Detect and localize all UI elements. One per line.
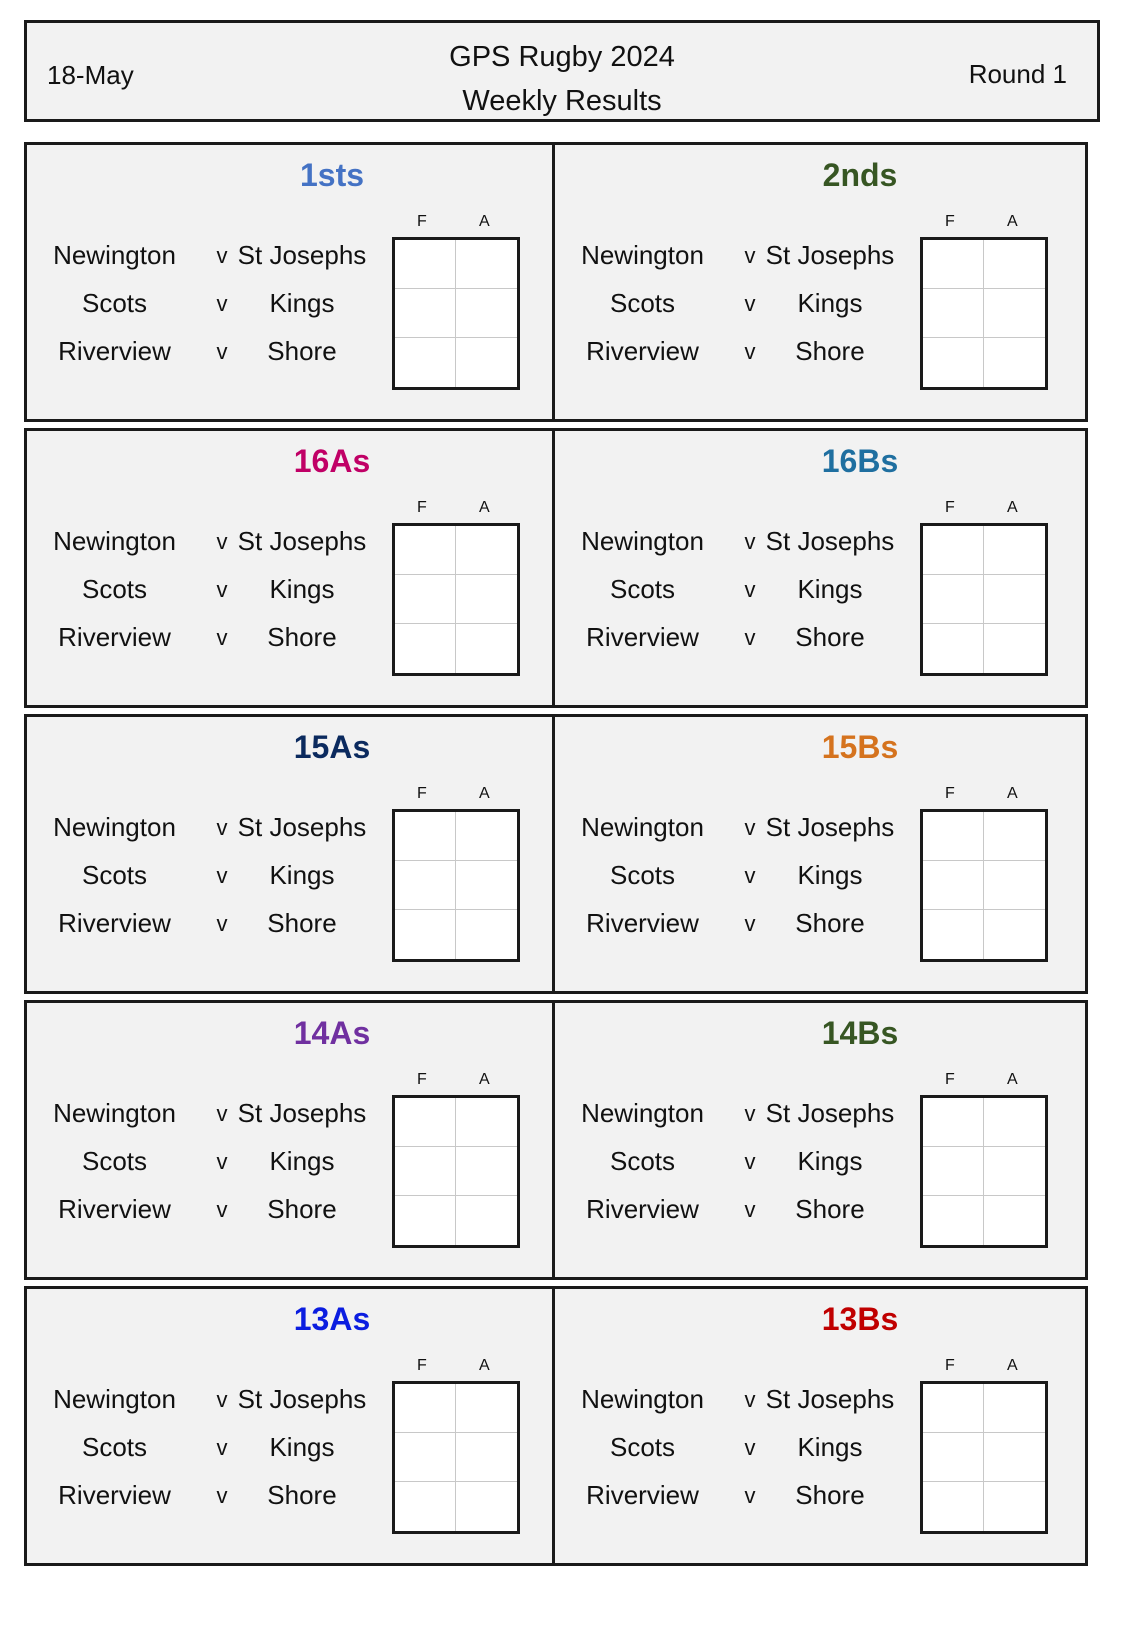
fixture-row [555, 526, 925, 576]
fixture-row [555, 908, 925, 958]
fixture-row [27, 574, 397, 624]
home-team: Newington [581, 1384, 704, 1414]
score-table [392, 523, 520, 676]
team-grade-title: 13Bs [821, 1301, 899, 1337]
home-team: Riverview [58, 908, 171, 938]
score-for-cell[interactable] [923, 526, 984, 575]
away-team: St Josephs [765, 812, 895, 842]
results-panel [24, 1000, 560, 1280]
score-for-cell[interactable] [395, 1098, 456, 1147]
results-panel [552, 1286, 1088, 1566]
versus-label: v [216, 1197, 228, 1222]
away-team: Shore [795, 622, 865, 652]
page-subtitle: Weekly Results [462, 85, 662, 117]
home-team: Newington [53, 526, 176, 556]
against-column-header: A [1007, 1357, 1018, 1374]
against-column-header: A [1007, 1071, 1018, 1088]
away-team: Kings [797, 574, 863, 604]
home-team: Scots [81, 1432, 148, 1462]
team-grade-title: 14As [293, 1015, 371, 1051]
home-team: Newington [581, 812, 704, 842]
results-panel [552, 714, 1088, 994]
score-table [392, 1381, 520, 1534]
fixture-row [27, 526, 397, 576]
for-column-header: F [945, 1357, 955, 1374]
fixture-row [27, 1098, 397, 1148]
home-team: Scots [81, 288, 148, 318]
fixture-row [27, 1480, 397, 1530]
versus-label: v [744, 577, 756, 602]
home-team: Riverview [58, 622, 171, 652]
results-panel [552, 142, 1088, 422]
away-team: Shore [267, 1480, 337, 1510]
score-against-cell[interactable] [984, 338, 1045, 387]
versus-label: v [216, 339, 228, 364]
away-team: Shore [795, 908, 865, 938]
score-for-cell[interactable] [395, 526, 456, 575]
results-panel [24, 1286, 560, 1566]
fixture-row [555, 1146, 925, 1196]
score-against-cell[interactable] [984, 812, 1045, 861]
fixture-row [555, 1098, 925, 1148]
score-for-cell[interactable] [395, 1196, 456, 1245]
score-against-cell[interactable] [456, 575, 517, 624]
against-column-header: A [1007, 213, 1018, 230]
score-against-cell[interactable] [984, 1196, 1045, 1245]
score-against-cell[interactable] [456, 624, 517, 673]
versus-label: v [744, 529, 756, 554]
versus-label: v [216, 529, 228, 554]
results-panel [24, 142, 560, 422]
round-label: Round 1 [968, 59, 1067, 89]
versus-label: v [744, 243, 756, 268]
home-team: Riverview [58, 1194, 171, 1224]
away-team: St Josephs [237, 526, 367, 556]
home-team: Riverview [586, 1480, 699, 1510]
score-against-cell[interactable] [456, 812, 517, 861]
score-against-cell[interactable] [456, 861, 517, 910]
home-team: Scots [609, 574, 676, 604]
score-against-cell[interactable] [456, 1482, 517, 1531]
home-team: Newington [53, 1098, 176, 1128]
score-against-cell[interactable] [984, 240, 1045, 289]
fixture-row [555, 1194, 925, 1244]
fixture-row [555, 336, 925, 386]
versus-label: v [216, 243, 228, 268]
results-header [24, 20, 1100, 122]
score-table [920, 809, 1048, 962]
header-titles [27, 35, 1097, 123]
fixture-row [27, 336, 397, 386]
away-team: Kings [797, 1146, 863, 1176]
for-column-header: F [945, 499, 955, 516]
score-for-cell[interactable] [923, 1147, 984, 1196]
score-against-cell[interactable] [456, 289, 517, 338]
against-column-header: A [479, 499, 490, 516]
fixture-row [555, 622, 925, 672]
page-title: GPS Rugby 2024 [449, 41, 675, 73]
fixture-row [27, 812, 397, 862]
score-for-cell[interactable] [395, 240, 456, 289]
versus-label: v [216, 911, 228, 936]
score-table [392, 237, 520, 390]
score-against-cell[interactable] [456, 1433, 517, 1482]
home-team: Riverview [586, 1194, 699, 1224]
score-for-cell[interactable] [395, 812, 456, 861]
score-against-cell[interactable] [984, 1147, 1045, 1196]
for-column-header: F [417, 213, 427, 230]
home-team: Riverview [58, 1480, 171, 1510]
score-table [920, 523, 1048, 676]
away-team: Kings [269, 1432, 335, 1462]
fixture-row [27, 860, 397, 910]
for-column-header: F [417, 499, 427, 516]
away-team: Shore [795, 1194, 865, 1224]
versus-label: v [744, 1101, 756, 1126]
home-team: Scots [609, 860, 676, 890]
for-column-header: F [417, 1357, 427, 1374]
away-team: St Josephs [237, 1098, 367, 1128]
score-for-cell[interactable] [923, 861, 984, 910]
results-panel [552, 428, 1088, 708]
score-against-cell[interactable] [984, 526, 1045, 575]
results-panel [552, 1000, 1088, 1280]
fixture-row [27, 240, 397, 290]
against-column-header: A [479, 213, 490, 230]
away-team: St Josephs [237, 1384, 367, 1414]
home-team: Scots [609, 1432, 676, 1462]
score-for-cell[interactable] [395, 1147, 456, 1196]
score-for-cell[interactable] [395, 1433, 456, 1482]
versus-label: v [216, 1387, 228, 1412]
score-for-cell[interactable] [923, 812, 984, 861]
score-for-cell[interactable] [923, 1196, 984, 1245]
fixture-row [27, 1432, 397, 1482]
score-against-cell[interactable] [984, 575, 1045, 624]
versus-label: v [744, 1149, 756, 1174]
team-grade-title: 15Bs [821, 729, 899, 765]
for-column-header: F [945, 213, 955, 230]
versus-label: v [216, 1483, 228, 1508]
versus-label: v [216, 1101, 228, 1126]
versus-label: v [744, 911, 756, 936]
score-against-cell[interactable] [984, 861, 1045, 910]
fixture-row [555, 1480, 925, 1530]
away-team: St Josephs [765, 240, 895, 270]
team-grade-title: 16Bs [821, 443, 899, 479]
score-for-cell[interactable] [923, 1482, 984, 1531]
score-for-cell[interactable] [923, 338, 984, 387]
away-team: St Josephs [765, 1384, 895, 1414]
score-for-cell[interactable] [395, 1482, 456, 1531]
versus-label: v [744, 1483, 756, 1508]
score-against-cell[interactable] [984, 1482, 1045, 1531]
versus-label: v [216, 291, 228, 316]
against-column-header: A [479, 1357, 490, 1374]
score-for-cell[interactable] [923, 240, 984, 289]
fixture-row [555, 288, 925, 338]
versus-label: v [216, 1435, 228, 1460]
home-team: Newington [581, 526, 704, 556]
score-against-cell[interactable] [456, 1384, 517, 1433]
for-column-header: F [945, 785, 955, 802]
results-panel [24, 714, 560, 994]
score-against-cell[interactable] [456, 338, 517, 387]
away-team: Kings [269, 1146, 335, 1176]
score-against-cell[interactable] [984, 624, 1045, 673]
away-team: St Josephs [765, 526, 895, 556]
versus-label: v [744, 1197, 756, 1222]
score-table [920, 1095, 1048, 1248]
home-team: Riverview [586, 908, 699, 938]
score-against-cell[interactable] [456, 1098, 517, 1147]
away-team: Kings [797, 288, 863, 318]
score-for-cell[interactable] [395, 338, 456, 387]
versus-label: v [744, 339, 756, 364]
team-grade-title: 15As [293, 729, 371, 765]
away-team: Kings [797, 1432, 863, 1462]
away-team: Kings [797, 860, 863, 890]
fixture-row [555, 1384, 925, 1434]
match-date: 18-May [47, 60, 134, 90]
score-for-cell[interactable] [395, 575, 456, 624]
fixture-row [27, 1384, 397, 1434]
against-column-header: A [479, 1071, 490, 1088]
against-column-header: A [479, 785, 490, 802]
score-for-cell[interactable] [395, 1384, 456, 1433]
score-for-cell[interactable] [395, 624, 456, 673]
versus-label: v [744, 1387, 756, 1412]
score-for-cell[interactable] [923, 1384, 984, 1433]
home-team: Newington [581, 1098, 704, 1128]
fixture-row [27, 908, 397, 958]
home-team: Riverview [586, 336, 699, 366]
score-table [920, 1381, 1048, 1534]
home-team: Scots [81, 1146, 148, 1176]
team-grade-title: 14Bs [821, 1015, 899, 1051]
score-table [392, 809, 520, 962]
fixture-row [555, 860, 925, 910]
score-against-cell[interactable] [984, 1098, 1045, 1147]
away-team: Kings [269, 574, 335, 604]
score-for-cell[interactable] [923, 1098, 984, 1147]
home-team: Riverview [58, 336, 171, 366]
versus-label: v [744, 625, 756, 650]
away-team: Shore [795, 336, 865, 366]
home-team: Scots [81, 574, 148, 604]
score-table [920, 237, 1048, 390]
score-for-cell[interactable] [923, 1433, 984, 1482]
fixture-row [555, 1432, 925, 1482]
fixture-row [555, 574, 925, 624]
versus-label: v [744, 815, 756, 840]
home-team: Newington [53, 812, 176, 842]
home-team: Scots [81, 860, 148, 890]
score-for-cell[interactable] [395, 910, 456, 959]
versus-label: v [744, 291, 756, 316]
for-column-header: F [945, 1071, 955, 1088]
home-team: Scots [609, 1146, 676, 1176]
team-grade-title: 13As [293, 1301, 371, 1337]
score-for-cell[interactable] [923, 575, 984, 624]
score-table [392, 1095, 520, 1248]
score-against-cell[interactable] [456, 910, 517, 959]
away-team: St Josephs [765, 1098, 895, 1128]
away-team: Shore [795, 1480, 865, 1510]
score-against-cell[interactable] [456, 1147, 517, 1196]
score-against-cell[interactable] [984, 1384, 1045, 1433]
versus-label: v [216, 815, 228, 840]
home-team: Newington [53, 1384, 176, 1414]
for-column-header: F [417, 785, 427, 802]
score-for-cell[interactable] [923, 289, 984, 338]
fixture-row [555, 240, 925, 290]
versus-label: v [216, 1149, 228, 1174]
score-for-cell[interactable] [395, 861, 456, 910]
away-team: Shore [267, 336, 337, 366]
fixture-row [27, 1146, 397, 1196]
away-team: St Josephs [237, 240, 367, 270]
home-team: Newington [53, 240, 176, 270]
away-team: Kings [269, 288, 335, 318]
away-team: Kings [269, 860, 335, 890]
versus-label: v [744, 863, 756, 888]
home-team: Newington [581, 240, 704, 270]
score-for-cell[interactable] [395, 289, 456, 338]
versus-label: v [216, 625, 228, 650]
for-column-header: F [417, 1071, 427, 1088]
results-panel [24, 428, 560, 708]
against-column-header: A [1007, 785, 1018, 802]
away-team: Shore [267, 908, 337, 938]
score-against-cell[interactable] [456, 1196, 517, 1245]
fixture-row [27, 622, 397, 672]
home-team: Riverview [586, 622, 699, 652]
score-against-cell[interactable] [984, 289, 1045, 338]
fixture-row [27, 1194, 397, 1244]
versus-label: v [216, 863, 228, 888]
team-grade-title: 1sts [299, 157, 365, 193]
team-grade-title: 16As [293, 443, 371, 479]
against-column-header: A [1007, 499, 1018, 516]
away-team: Shore [267, 1194, 337, 1224]
score-against-cell[interactable] [984, 910, 1045, 959]
score-against-cell[interactable] [984, 1433, 1045, 1482]
score-against-cell[interactable] [456, 526, 517, 575]
home-team: Scots [609, 288, 676, 318]
away-team: Shore [267, 622, 337, 652]
score-for-cell[interactable] [923, 624, 984, 673]
fixture-row [27, 288, 397, 338]
versus-label: v [216, 577, 228, 602]
team-grade-title: 2nds [822, 157, 898, 193]
fixture-row [555, 812, 925, 862]
versus-label: v [744, 1435, 756, 1460]
score-for-cell[interactable] [923, 910, 984, 959]
away-team: St Josephs [237, 812, 367, 842]
score-against-cell[interactable] [456, 240, 517, 289]
